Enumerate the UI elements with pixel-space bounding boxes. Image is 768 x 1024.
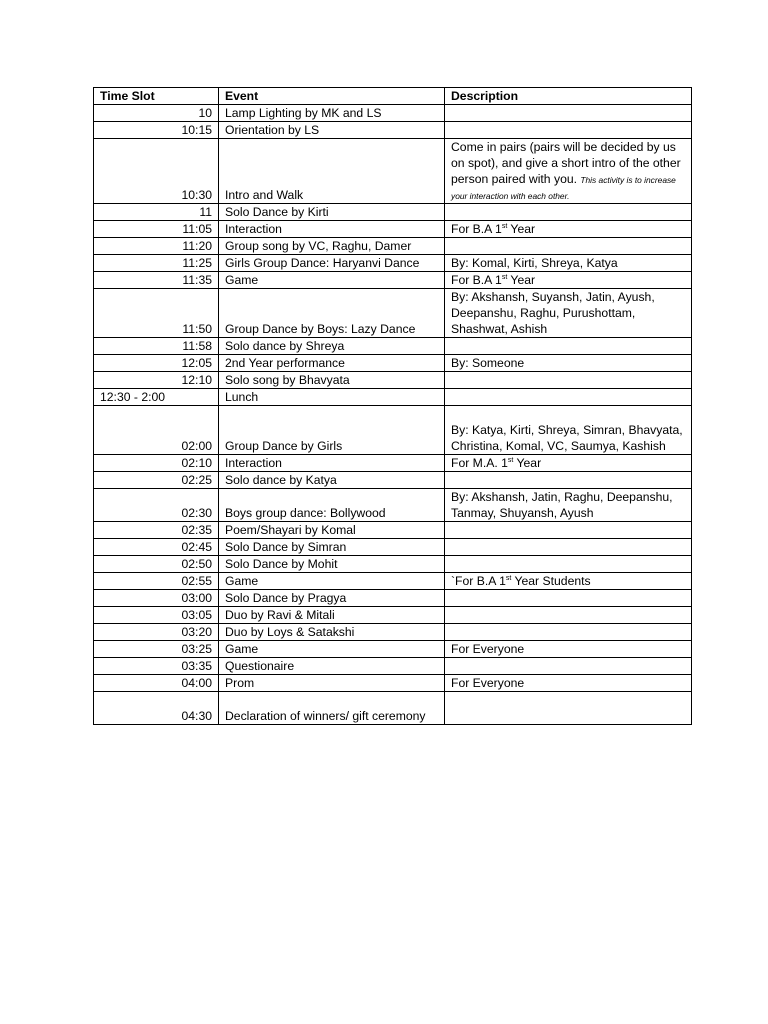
time-cell: 02:45 — [94, 539, 219, 556]
time-cell: 11:50 — [94, 289, 219, 338]
time-cell: 10 — [94, 105, 219, 122]
time-cell: 02:30 — [94, 489, 219, 522]
description-cell — [445, 122, 692, 139]
event-cell: Game — [219, 641, 445, 658]
description-text: By: Akshansh, Suyansh, Jatin, Ayush, Deepanshu, Raghu, Purushottam, Shashwat, Ashish — [451, 290, 655, 336]
description-text: For B.A 1 — [451, 222, 502, 236]
description-cell — [445, 238, 692, 255]
description-cell — [445, 472, 692, 489]
schedule-table — [93, 87, 692, 725]
ordinal-suffix: st — [501, 273, 508, 281]
description-text: For Everyone — [451, 676, 525, 690]
event-cell: Lunch — [219, 389, 445, 406]
time-cell: 04:00 — [94, 675, 219, 692]
description-cell — [445, 624, 692, 641]
event-cell: Game — [219, 573, 445, 590]
table-row — [94, 590, 692, 607]
description-cell — [445, 289, 692, 338]
time-cell: 11:58 — [94, 338, 219, 355]
description-cell — [445, 607, 692, 624]
table-row — [94, 658, 692, 675]
description-cell — [445, 255, 692, 272]
description-cell — [445, 139, 692, 204]
time-cell: 03:25 — [94, 641, 219, 658]
description-cell — [445, 641, 692, 658]
table-row — [94, 455, 692, 472]
table-row — [94, 372, 692, 389]
table-row — [94, 105, 692, 122]
description-cell — [445, 372, 692, 389]
event-cell: Game — [219, 272, 445, 289]
description-text: By: Someone — [451, 356, 525, 370]
event-cell: Declaration of winners/ gift ceremony — [219, 692, 445, 725]
table-row — [94, 539, 692, 556]
table-body — [94, 105, 692, 725]
description-text: For B.A 1 — [451, 273, 502, 287]
event-cell: Group Dance by Boys: Lazy Dance — [219, 289, 445, 338]
event-cell: Solo Dance by Kirti — [219, 204, 445, 221]
time-cell: 03:20 — [94, 624, 219, 641]
table-row — [94, 289, 692, 338]
ordinal-suffix: st — [505, 574, 512, 582]
description-text: By: Akshansh, Jatin, Raghu, Deepanshu, Tanmay, Shuyansh, Ayush — [451, 490, 673, 520]
table-row — [94, 607, 692, 624]
table-row — [94, 489, 692, 522]
description-text: By: Katya, Kirti, Shreya, Simran, Bhavyata, Christina, Komal, VC, Saumya, Kashish — [451, 423, 683, 453]
time-cell: 03:05 — [94, 607, 219, 624]
time-cell: 04:30 — [94, 692, 219, 725]
time-cell: 02:00 — [94, 406, 219, 455]
event-cell: Poem/Shayari by Komal — [219, 522, 445, 539]
time-cell: 10:15 — [94, 122, 219, 139]
header-time-slot: Time Slot — [94, 88, 219, 105]
description-cell — [445, 556, 692, 573]
table-row — [94, 139, 692, 204]
description-text: `For B.A 1 — [451, 574, 506, 588]
time-cell: 10:30 — [94, 139, 219, 204]
event-cell: 2nd Year performance — [219, 355, 445, 372]
time-cell: 11:20 — [94, 238, 219, 255]
description-cell — [445, 221, 692, 238]
event-cell: Solo Dance by Mohit — [219, 556, 445, 573]
event-cell: Solo dance by Katya — [219, 472, 445, 489]
event-cell: Duo by Ravi & Mitali — [219, 607, 445, 624]
time-cell: 03:00 — [94, 590, 219, 607]
description-text: Come in pairs (pairs will be decided by us on spot), and give a short intro of the other person paired with you. — [451, 140, 681, 186]
description-text: For Everyone — [451, 642, 525, 656]
table-row — [94, 338, 692, 355]
table-row — [94, 624, 692, 641]
table-row — [94, 238, 692, 255]
description-cell — [445, 355, 692, 372]
time-cell: 02:10 — [94, 455, 219, 472]
description-cell — [445, 590, 692, 607]
table-row — [94, 272, 692, 289]
header-description: Description — [445, 88, 692, 105]
time-cell: 12:30 - 2:00 — [94, 389, 219, 406]
ordinal-suffix: st — [507, 456, 514, 464]
table-header-row — [94, 88, 692, 105]
description-text-after: Year Students — [511, 574, 591, 588]
time-cell: 11:25 — [94, 255, 219, 272]
event-cell: Intro and Walk — [219, 139, 445, 204]
event-cell: Solo song by Bhavyata — [219, 372, 445, 389]
table-row — [94, 204, 692, 221]
table-row — [94, 406, 692, 455]
event-cell: Group song by VC, Raghu, Damer — [219, 238, 445, 255]
table-row — [94, 355, 692, 372]
description-cell — [445, 204, 692, 221]
event-cell: Orientation by LS — [219, 122, 445, 139]
event-cell: Solo Dance by Simran — [219, 539, 445, 556]
table-row — [94, 221, 692, 238]
description-cell — [445, 455, 692, 472]
event-cell: Solo Dance by Pragya — [219, 590, 445, 607]
table-row — [94, 122, 692, 139]
time-cell: 11:05 — [94, 221, 219, 238]
table-row — [94, 692, 692, 725]
description-text-after: Year — [513, 456, 542, 470]
description-cell — [445, 539, 692, 556]
table-row — [94, 675, 692, 692]
description-text-after: Year — [507, 273, 536, 287]
table-row — [94, 573, 692, 590]
event-cell: Group Dance by Girls — [219, 406, 445, 455]
table-row — [94, 522, 692, 539]
description-cell — [445, 338, 692, 355]
time-cell: 02:35 — [94, 522, 219, 539]
description-cell — [445, 675, 692, 692]
time-cell: 12:10 — [94, 372, 219, 389]
time-cell: 02:55 — [94, 573, 219, 590]
table-row — [94, 556, 692, 573]
time-cell: 11:35 — [94, 272, 219, 289]
event-cell: Questionaire — [219, 658, 445, 675]
ordinal-suffix: st — [501, 222, 508, 230]
description-text: By: Komal, Kirti, Shreya, Katya — [451, 256, 618, 270]
event-cell: Interaction — [219, 221, 445, 238]
event-cell: Girls Group Dance: Haryanvi Dance — [219, 255, 445, 272]
description-text: For M.A. 1 — [451, 456, 508, 470]
description-cell — [445, 658, 692, 675]
description-cell — [445, 573, 692, 590]
header-event: Event — [219, 88, 445, 105]
time-cell: 02:25 — [94, 472, 219, 489]
time-cell: 11 — [94, 204, 219, 221]
event-cell: Interaction — [219, 455, 445, 472]
description-cell — [445, 692, 692, 725]
description-cell — [445, 489, 692, 522]
event-cell: Lamp Lighting by MK and LS — [219, 105, 445, 122]
description-text-after: Year — [507, 222, 536, 236]
table-row — [94, 389, 692, 406]
description-cell — [445, 406, 692, 455]
event-cell: Boys group dance: Bollywood — [219, 489, 445, 522]
description-cell — [445, 272, 692, 289]
table-row — [94, 641, 692, 658]
description-cell — [445, 105, 692, 122]
event-cell: Prom — [219, 675, 445, 692]
description-note: This activity is to increase your interaction with each other. — [451, 175, 676, 201]
event-cell: Solo dance by Shreya — [219, 338, 445, 355]
description-cell — [445, 389, 692, 406]
table-row — [94, 255, 692, 272]
time-cell: 02:50 — [94, 556, 219, 573]
event-cell: Duo by Loys & Satakshi — [219, 624, 445, 641]
time-cell: 12:05 — [94, 355, 219, 372]
time-cell: 03:35 — [94, 658, 219, 675]
table-row — [94, 472, 692, 489]
description-cell — [445, 522, 692, 539]
